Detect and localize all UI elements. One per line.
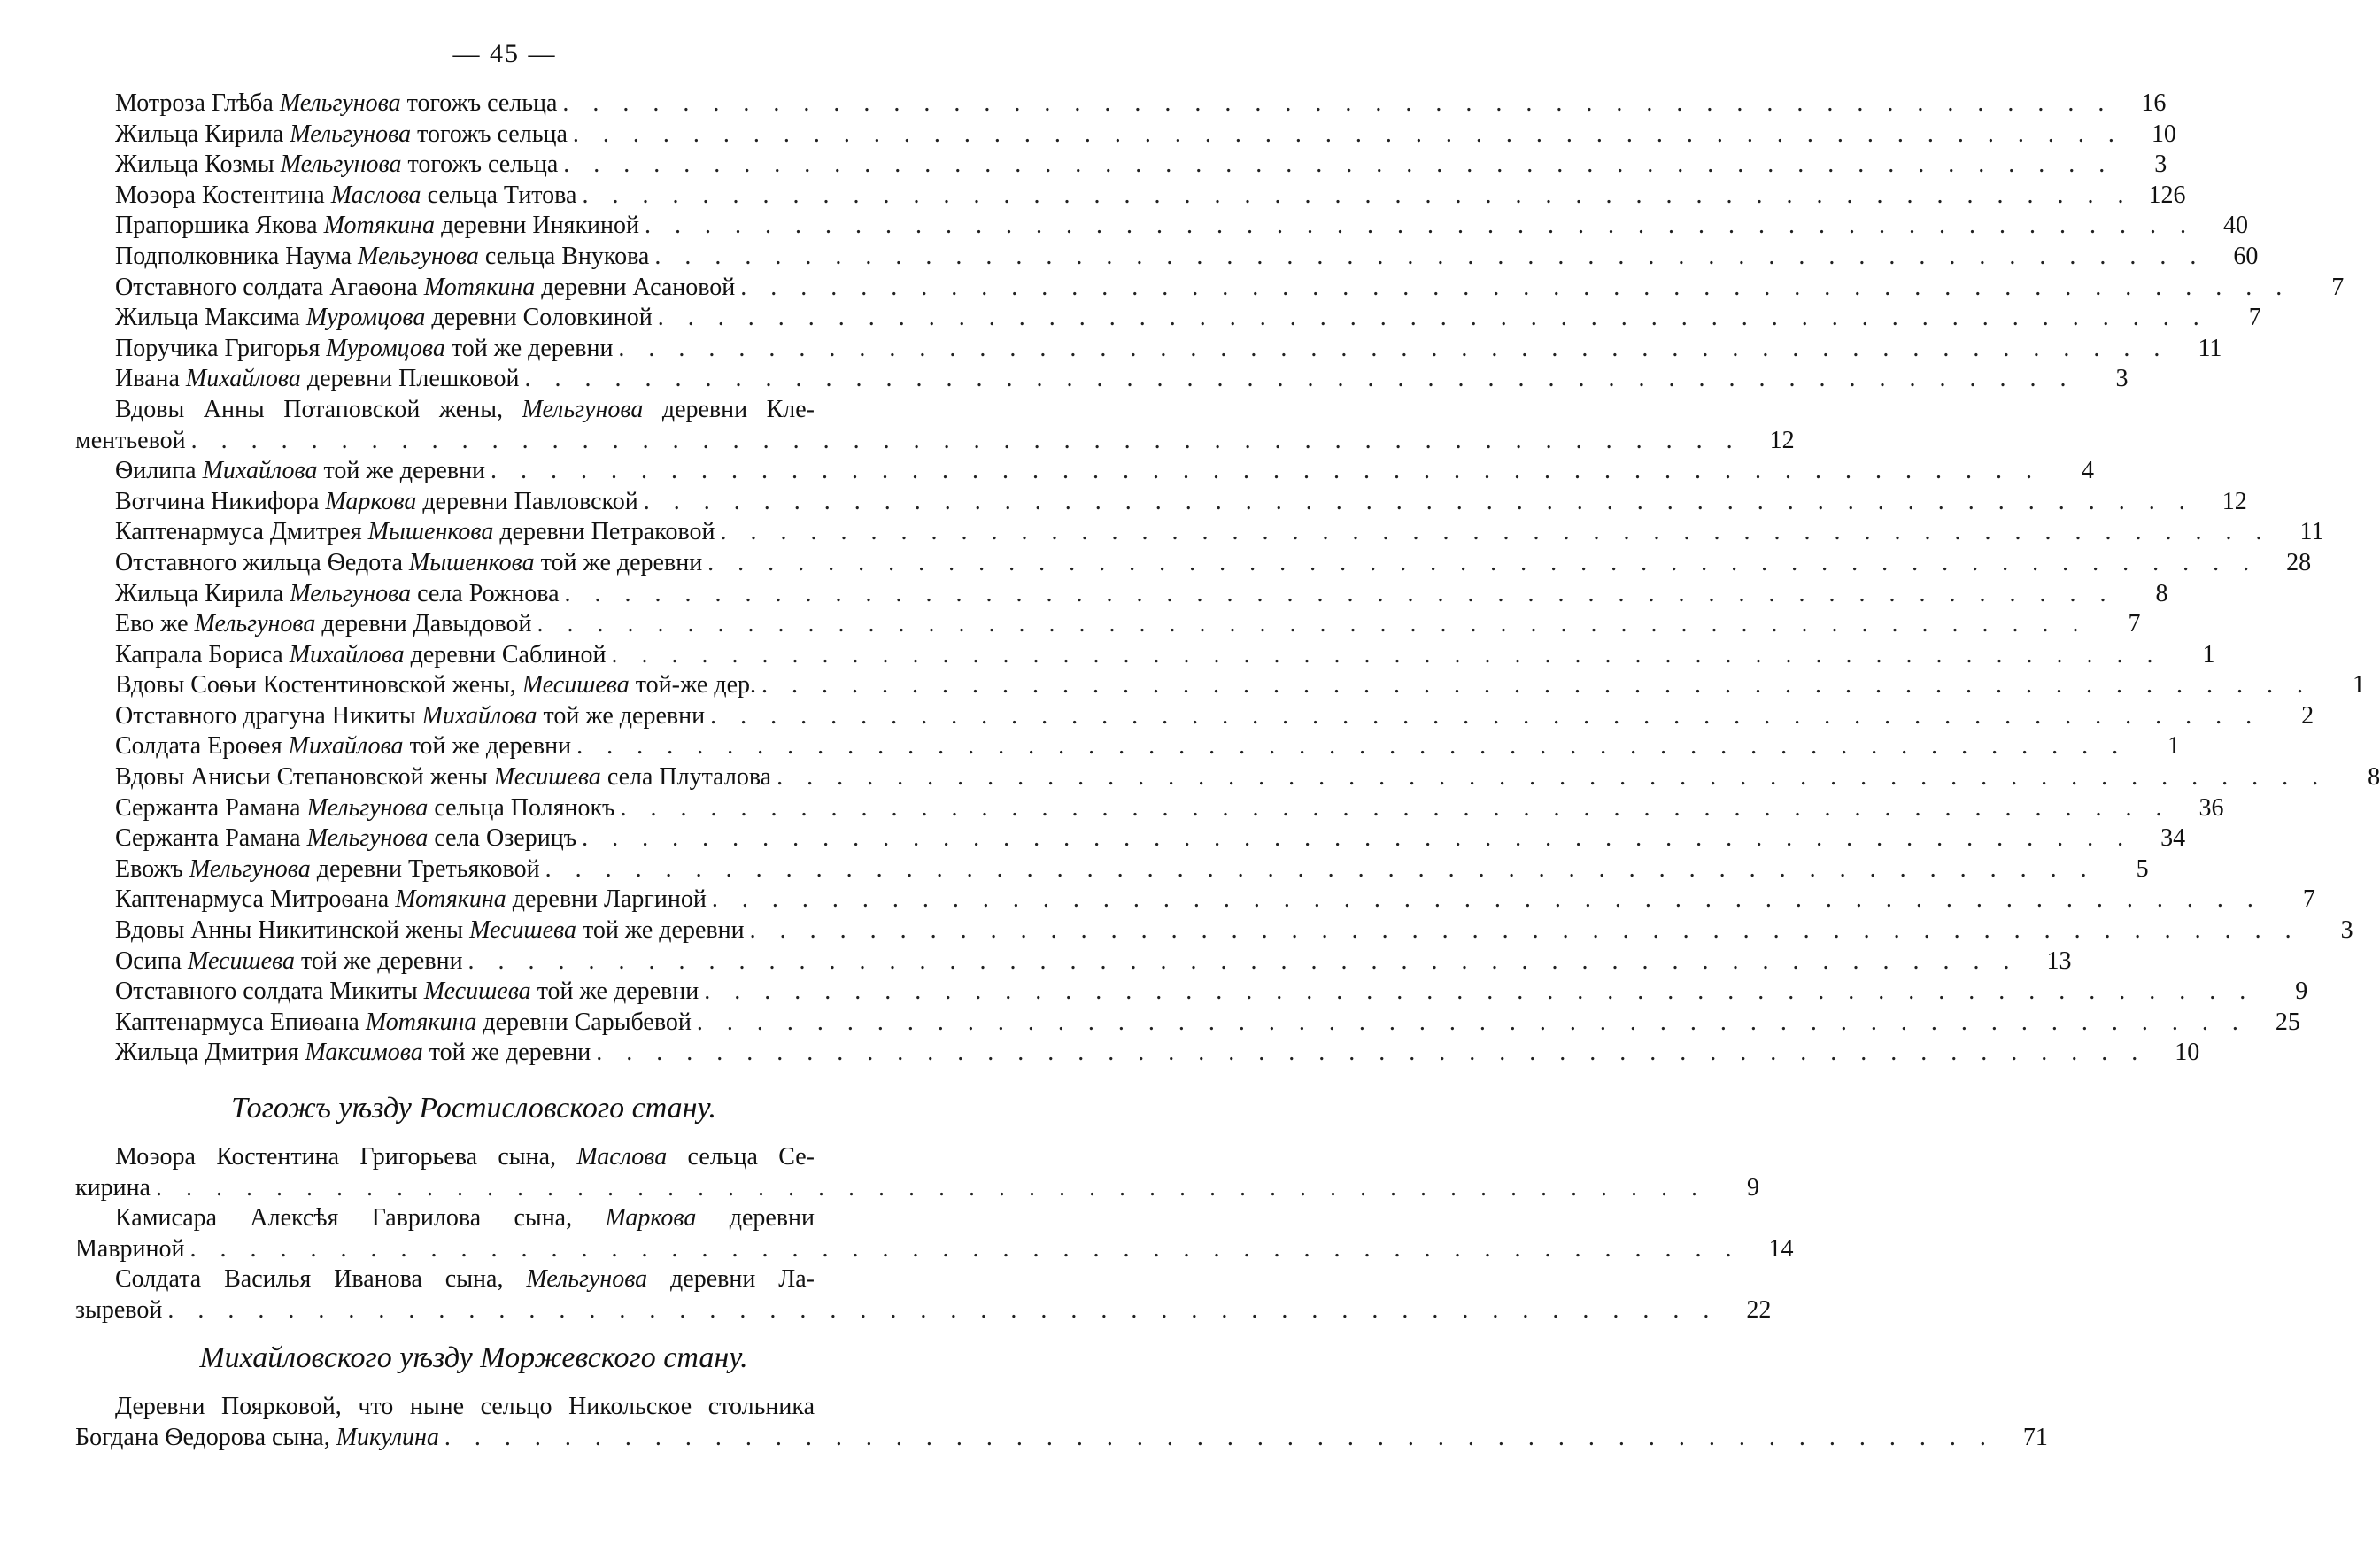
entry-prefix: Солдата Василья Иванова сына,	[115, 1265, 527, 1294]
entry-text	[75, 854, 540, 885]
entry-prefix: Мотроза Глѣба	[115, 89, 280, 117]
dot-leader	[699, 977, 2254, 1008]
entry-row	[75, 1008, 2300, 1039]
dot-leader	[568, 120, 2123, 151]
entry-count: 40	[2223, 212, 2248, 240]
entry-text	[75, 150, 558, 181]
dot-leader	[653, 303, 2208, 334]
entry-text	[75, 1008, 692, 1039]
entry-surname: Месишева	[522, 671, 630, 699]
entry-text	[75, 456, 485, 487]
entry-count: 9	[2295, 978, 2308, 1006]
entry-prefix: Отставного солдата Микиты	[115, 978, 424, 1006]
entry-suffix: деревни Павловской	[416, 487, 638, 515]
entry-count: 60	[2233, 242, 2259, 270]
dot-leader	[557, 89, 2113, 120]
entry-row	[75, 150, 2168, 181]
dot-leader	[707, 885, 2262, 916]
entry-text	[75, 977, 699, 1008]
entry-surname: Микулина	[336, 1423, 439, 1451]
entry-row	[75, 1295, 1772, 1326]
entry-row	[75, 242, 2259, 273]
entry-count: 36	[2198, 793, 2224, 822]
entry-prefix: Сержанта Рамана	[115, 793, 307, 822]
page-number: — 45 —	[452, 39, 557, 68]
dot-leader	[638, 487, 2194, 518]
dot-leader	[520, 364, 2075, 395]
entry-surname: Мельгунова	[522, 395, 644, 423]
entry-surname: Месишева	[469, 916, 577, 945]
entry-suffix: деревни Сарыбевой	[476, 1008, 692, 1036]
entry-count: 10	[2175, 1039, 2200, 1067]
entry-prefix: Сержанта Рамана	[115, 824, 307, 853]
entries-list-rostislovsky	[75, 1142, 1794, 1326]
entry-surname: Мотякина	[365, 1008, 477, 1036]
entry-surname: Маркова	[325, 487, 417, 515]
dot-leader	[532, 609, 2088, 640]
entry-prefix: Вдовы Анны Потаповской жены,	[115, 395, 522, 423]
entry-prefix: Евожъ	[115, 854, 189, 883]
entry-count: 28	[2286, 548, 2312, 576]
dot-leader	[576, 181, 2132, 212]
entry-suffix: той же деревни	[444, 334, 614, 362]
entry-row	[75, 364, 2129, 395]
entry-row	[75, 640, 2215, 671]
dot-leader	[702, 548, 2258, 579]
entry-prefix: Деревни Поярковой, что ныне сельцо Никольское стольника	[115, 1393, 815, 1420]
entry-surname: Михайлова	[202, 457, 318, 485]
entry-suffix: деревни Ларгиной	[506, 885, 707, 914]
entry-text	[75, 1203, 815, 1234]
entry-count: 11	[2198, 334, 2222, 362]
entry-suffix: той же деревни	[403, 732, 572, 761]
dot-leader	[439, 1423, 1995, 1454]
entry-prefix: Ево же	[115, 610, 195, 638]
entry-row	[75, 89, 2167, 120]
entry-row	[75, 579, 2168, 610]
entry-row	[75, 854, 2149, 885]
entry-suffix: той же деревни	[295, 947, 463, 975]
entry-count: 9	[1746, 1173, 1759, 1202]
dot-leader	[705, 701, 2260, 732]
dot-leader	[485, 456, 2041, 487]
entry-count: 7	[2331, 273, 2345, 301]
entry-suffix: той-же дер.	[629, 671, 757, 699]
entry-count: 1	[2202, 640, 2215, 668]
entry-suffix: деревни Асановой	[535, 273, 736, 301]
entry-prefix: Богдана Ѳедорова сына,	[75, 1423, 336, 1451]
entry-surname: Михайлова	[185, 365, 301, 393]
dot-leader	[162, 1295, 1718, 1326]
entry-text	[75, 242, 649, 273]
entry-text	[75, 1173, 151, 1204]
entry-prefix: Жильца Козмы	[115, 151, 281, 179]
entries-list-morzhevsky	[75, 1392, 2048, 1453]
entry-row-first-line	[75, 1203, 872, 1234]
entry-suffix: села Рожнова	[411, 579, 560, 607]
entry-prefix: Моэора Костентина	[115, 181, 331, 209]
dot-leader	[185, 1234, 1741, 1265]
entry-prefix: Отставного жильца Ѳедота	[115, 548, 409, 576]
entry-row	[75, 731, 2181, 762]
entry-count: 3	[2115, 365, 2129, 393]
entry-suffix: тогожъ сельца	[401, 151, 559, 179]
entry-suffix: деревни	[696, 1204, 815, 1233]
entry-suffix: деревни Ла-	[647, 1265, 815, 1294]
entry-text	[75, 1038, 591, 1069]
entry-surname: Мельгунова	[290, 120, 412, 148]
entry-count: 126	[2148, 181, 2186, 209]
entry-count: 16	[2141, 89, 2167, 117]
entry-surname: Муромцова	[326, 334, 445, 362]
entry-prefix: Отставного солдата Агаѳона	[115, 273, 424, 301]
entry-row	[75, 273, 2345, 304]
entry-suffix: деревни Третьяковой	[310, 854, 540, 883]
entry-text	[75, 579, 560, 610]
dot-leader	[463, 947, 2019, 978]
entry-surname: Маслова	[330, 181, 421, 209]
entry-prefix: Камисара Алексѣя Гаврилова сына,	[115, 1204, 606, 1233]
entry-text	[75, 181, 576, 212]
entry-row	[75, 823, 2186, 854]
entry-row	[75, 762, 2380, 793]
entry-text	[75, 1142, 815, 1173]
entry-text	[75, 823, 576, 854]
dot-leader	[540, 854, 2096, 885]
dot-leader	[745, 916, 2300, 947]
entry-row	[75, 120, 2176, 151]
entry-row	[75, 793, 2224, 824]
entry-prefix: Каптенармуса Митроѳана	[115, 885, 396, 914]
entry-prefix: Жильца Кирила	[115, 120, 290, 148]
entry-count: 12	[1769, 426, 1795, 454]
entry-surname: Мышенкова	[408, 548, 535, 576]
dot-leader	[735, 273, 2291, 304]
entry-count: 7	[2248, 304, 2261, 332]
entry-count: 11	[2299, 518, 2324, 546]
entry-suffix: деревни Давыдовой	[315, 610, 532, 638]
entry-text	[75, 1264, 815, 1295]
entry-surname: Месишева	[188, 947, 295, 975]
dot-leader	[576, 823, 2132, 854]
entry-surname: Маслова	[576, 1143, 668, 1171]
entry-suffix: сельца Внукова	[478, 242, 650, 270]
entry-suffix: деревни Петраковой	[493, 518, 715, 546]
entry-text	[75, 120, 568, 151]
entry-line: ментьевой	[75, 426, 186, 454]
entry-surname: Месишева	[493, 763, 601, 792]
entry-prefix: Вотчина Никифора	[115, 487, 326, 515]
entry-count: 1	[2353, 671, 2366, 699]
entry-prefix: Ѳилипа	[115, 457, 203, 485]
entry-row	[75, 1234, 1794, 1265]
dot-leader	[692, 1008, 2247, 1039]
entry-count: 13	[2046, 947, 2072, 975]
entry-surname: Мотякина	[423, 273, 536, 301]
dot-leader	[591, 1038, 2146, 1069]
entry-suffix: той же деревни	[317, 457, 486, 485]
dot-leader	[151, 1173, 1706, 1204]
entry-prefix: Капрала Бориса	[115, 640, 290, 668]
entry-surname: Мельгунова	[279, 89, 401, 117]
entry-text	[75, 303, 653, 334]
dot-leader	[560, 579, 2115, 610]
entry-row-first-line	[75, 395, 872, 426]
section-heading-morzhevsky: Михайловского уѣзду Моржевского стану.	[199, 1341, 748, 1374]
dot-leader	[615, 793, 2171, 824]
entry-count: 3	[2340, 916, 2353, 945]
entry-prefix: Каптенармуса Епиѳана	[115, 1008, 366, 1036]
entry-text	[75, 548, 702, 579]
entry-prefix: Каптенармуса Дмитрея	[115, 518, 368, 546]
entry-prefix: Ивана	[115, 365, 186, 393]
entry-text	[75, 517, 715, 548]
entry-prefix: Вдовы Анисьи Степановской жены	[115, 763, 494, 792]
entry-row	[75, 1173, 1759, 1204]
entry-count: 4	[2082, 457, 2095, 485]
entry-line: зыревой	[75, 1295, 163, 1324]
entry-count: 10	[2151, 120, 2176, 148]
entry-text	[75, 670, 756, 701]
entry-row	[75, 670, 2366, 701]
dot-leader	[649, 242, 2205, 273]
dot-leader	[639, 211, 2195, 242]
entry-surname: Мельгунова	[306, 824, 429, 853]
entry-prefix: Подполковника Наума	[115, 242, 359, 270]
entry-count: 2	[2301, 701, 2314, 730]
entry-count: 14	[1768, 1234, 1794, 1263]
dot-leader	[571, 731, 2127, 762]
entry-text	[75, 701, 705, 732]
entry-text	[75, 395, 815, 426]
entry-text	[75, 1234, 185, 1265]
entry-prefix: Жильца Кирила	[115, 579, 290, 607]
entry-text	[75, 885, 707, 916]
entry-count: 12	[2222, 487, 2247, 515]
entry-row	[75, 1423, 2048, 1454]
entry-surname: Мельгунова	[306, 793, 429, 822]
entry-text	[75, 640, 606, 671]
entry-row	[75, 303, 2261, 334]
dot-leader	[771, 762, 2327, 793]
entry-row	[75, 916, 2353, 947]
entry-prefix: Вдовы Соѳьи Костентиновской жены,	[115, 671, 522, 699]
entry-prefix: Жильца Дмитрия	[115, 1039, 305, 1067]
section-heading-rostislovsky: Тогожъ уѣзду Ростисловского стану.	[230, 1092, 717, 1124]
entry-count: 34	[2160, 824, 2186, 853]
entry-suffix: тогожъ сельца	[400, 89, 558, 117]
entry-text	[75, 364, 520, 395]
entry-surname: Михайлова	[421, 701, 537, 730]
entry-row-first-line	[75, 1392, 872, 1423]
entry-surname: Мельгунова	[290, 579, 412, 607]
entry-count: 71	[2022, 1423, 2048, 1451]
entry-prefix: Поручика Григорья	[115, 334, 327, 362]
entry-suffix: деревни Соловкиной	[425, 304, 653, 332]
entry-count: 1	[2168, 732, 2181, 761]
entry-count: 7	[2302, 885, 2315, 914]
entry-surname: Михайлова	[288, 732, 404, 761]
entry-text	[75, 426, 186, 457]
entry-count: 7	[2128, 610, 2141, 638]
entry-suffix: деревни Саблиной	[404, 640, 607, 668]
entry-row	[75, 1038, 2200, 1069]
entry-text	[75, 1295, 162, 1326]
entry-count: 3	[2154, 151, 2168, 179]
entry-row	[75, 977, 2308, 1008]
entry-surname: Мельгунова	[194, 610, 316, 638]
entry-text	[75, 793, 615, 824]
entry-surname: Михайлова	[289, 640, 405, 668]
dot-leader	[558, 150, 2113, 181]
entry-prefix: Отставного драгуна Никиты	[115, 701, 422, 730]
entry-text	[75, 89, 557, 120]
dot-leader	[606, 640, 2161, 671]
entry-text	[75, 1423, 439, 1454]
entry-count: 8	[2155, 579, 2168, 607]
entry-surname: Мышенкова	[367, 518, 494, 546]
entry-surname: Муромцова	[305, 304, 426, 332]
entry-suffix: сельца Титова	[421, 181, 577, 209]
entry-count: 5	[2136, 854, 2149, 883]
entry-suffix: деревни Кле-	[643, 395, 815, 423]
entry-count: 25	[2275, 1008, 2300, 1036]
entry-line: кирина	[75, 1173, 151, 1202]
entries-list-main	[75, 89, 2380, 1069]
entry-suffix: села Плуталова	[600, 763, 772, 792]
entry-prefix: Вдовы Анны Никитинской жены	[115, 916, 470, 945]
entry-text	[75, 762, 771, 793]
entry-text	[75, 916, 745, 947]
entry-surname: Мельгунова	[189, 854, 311, 883]
entry-suffix: сельца Се-	[667, 1143, 815, 1171]
entry-row	[75, 947, 2072, 978]
entry-row	[75, 609, 2141, 640]
entry-text	[75, 334, 613, 365]
dot-leader	[756, 670, 2312, 701]
entry-row	[75, 548, 2312, 579]
entry-surname: Месишева	[423, 978, 531, 1006]
entry-row	[75, 334, 2222, 365]
entry-suffix: той же деревни	[576, 916, 745, 945]
entry-text	[75, 1392, 815, 1423]
entry-row	[75, 885, 2315, 916]
entry-suffix: той же деревни	[422, 1039, 591, 1067]
entry-suffix: села Озерицъ	[428, 824, 577, 853]
entry-row	[75, 517, 2324, 548]
dot-leader	[613, 334, 2168, 365]
entry-row	[75, 487, 2247, 518]
entry-count: 22	[1746, 1295, 1772, 1324]
entry-prefix: Осипа	[115, 947, 189, 975]
entry-suffix: той же деревни	[530, 978, 699, 1006]
entry-text	[75, 273, 735, 304]
entry-prefix: Солдата Ероѳея	[115, 732, 289, 761]
entry-row-first-line	[75, 1264, 872, 1295]
entry-row	[75, 426, 1795, 457]
entry-text	[75, 609, 532, 640]
entry-text	[75, 487, 638, 518]
entry-surname: Мельгунова	[526, 1265, 648, 1294]
entry-surname: Мельгунова	[280, 151, 402, 179]
entry-row	[75, 211, 2248, 242]
dot-leader	[715, 517, 2271, 548]
entry-count: 8	[2368, 763, 2380, 792]
entry-surname: Маркова	[605, 1204, 697, 1233]
entry-suffix: деревни Плешковой	[300, 365, 520, 393]
dot-leader	[186, 426, 1742, 457]
entry-line: Мавриной	[75, 1234, 185, 1263]
entry-text	[75, 947, 463, 978]
entry-text	[75, 211, 639, 242]
entry-row	[75, 701, 2314, 732]
entry-row	[75, 181, 2186, 212]
entry-surname: Мотякина	[323, 212, 436, 240]
entry-prefix: Моэора Костентина Григорьева сына,	[115, 1143, 577, 1171]
entry-prefix: Жильца Максима	[115, 304, 306, 332]
entry-surname: Мельгунова	[358, 242, 479, 270]
entry-suffix: той же деревни	[537, 701, 706, 730]
entry-suffix: сельца Полянокъ	[428, 793, 615, 822]
entry-suffix: деревни Инякиной	[435, 212, 639, 240]
entry-text	[75, 731, 571, 762]
entry-suffix: той же деревни	[534, 548, 703, 576]
entry-row	[75, 456, 2095, 487]
entry-row-first-line	[75, 1142, 872, 1173]
entry-suffix: тогожъ сельца	[411, 120, 568, 148]
entry-surname: Максимова	[305, 1039, 423, 1067]
entry-prefix: Прапоршика Якова	[115, 212, 324, 240]
entry-surname: Мотякина	[395, 885, 506, 914]
